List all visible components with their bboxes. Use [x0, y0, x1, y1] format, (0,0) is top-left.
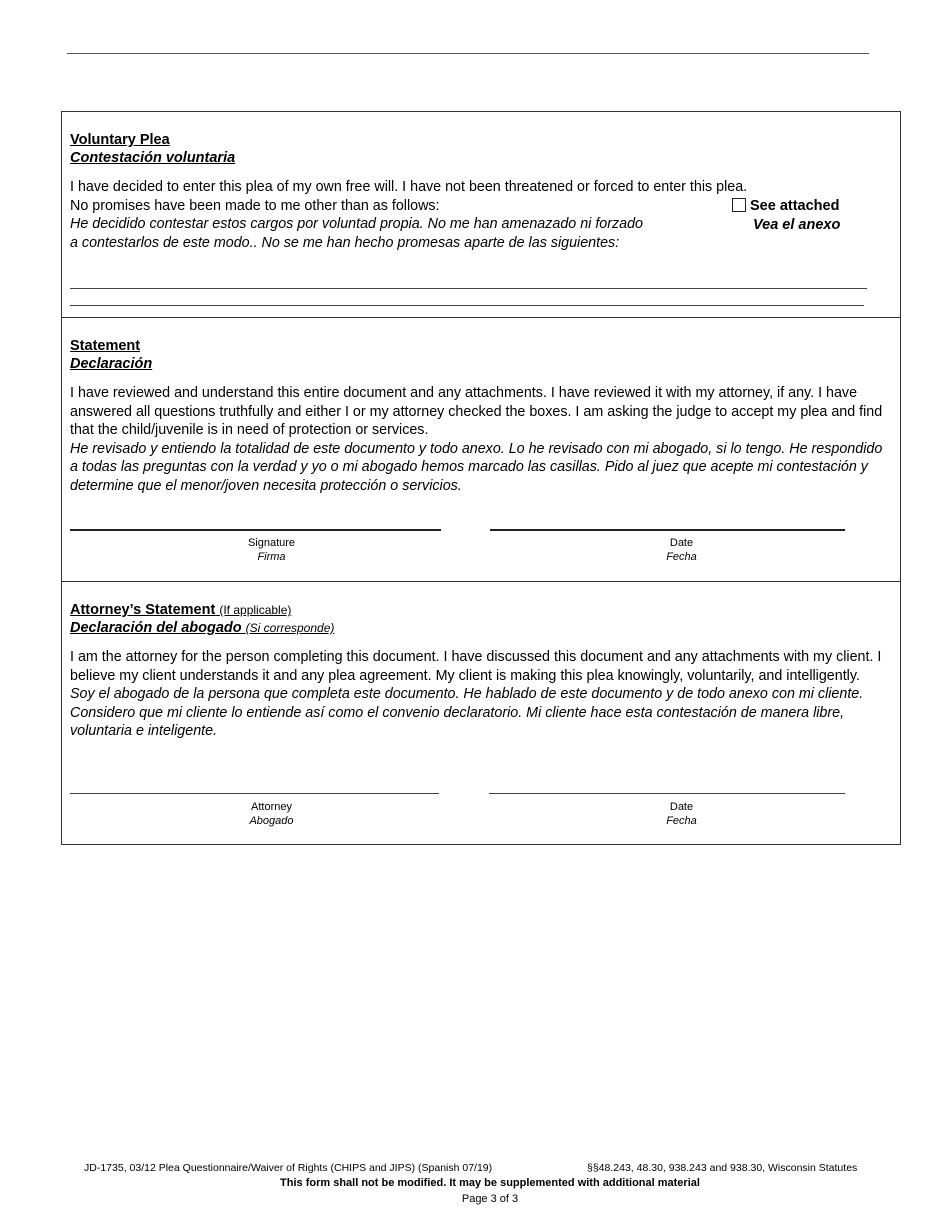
attorney-date-label: Date — [669, 801, 694, 813]
footer-notice: This form shall not be modified. It may be supplemented with additional material — [280, 1177, 700, 1189]
signature-caption — [70, 536, 473, 564]
attorney-signature-line[interactable] — [70, 793, 439, 794]
signature-label: Signature — [247, 537, 296, 549]
see-attached-checkbox[interactable] — [732, 198, 746, 212]
promises-line: No promises have been made to me other than as follows: — [70, 197, 440, 214]
statement-section — [62, 318, 900, 582]
footer-form-id: JD-1735, 03/12 Plea Questionnaire/Waiver of Rights (CHIPS and JIPS) (Spanish 07/19) — [84, 1162, 493, 1174]
statement-heading-es: Declaración — [70, 356, 153, 372]
attorney-statement-section — [62, 582, 900, 844]
see-attached-option[interactable] — [732, 197, 839, 215]
plea-statement-line: I have decided to enter this plea of my own free will. I have not been threatened or forced to enter this plea. — [70, 179, 748, 195]
statement-date-caption — [490, 536, 873, 564]
attorney-text-es: Soy el abogado de la persona que completa este documento. He hablado de este documento y de todo anexo con mi cliente. Considero que mi cliente lo entiende así como el convenio declaratorio. Mi cliente hace esta contestación de manera libre, voluntaria e inteligente. — [70, 686, 864, 739]
promises-answer-line-2[interactable] — [70, 305, 864, 306]
attorney-heading-row — [70, 601, 892, 619]
statement-heading: Statement — [70, 338, 141, 354]
plea-statement-es-line2: a contestarlos de este modo.. No se me han hecho promesas aparte de las siguientes: — [70, 234, 620, 251]
attorney-label: Attorney — [251, 801, 292, 813]
attorney-label-es: Abogado — [249, 815, 294, 827]
attorney-date-caption — [490, 800, 873, 828]
attorney-heading: Attorney’s Statement — [70, 602, 216, 618]
signature-label-es: Firma — [257, 551, 286, 563]
see-attached-label: See attached — [750, 198, 840, 214]
footer-statutes: §§48.243, 48.30, 938.243 and 938.30, Wisconsin Statutes — [587, 1162, 858, 1174]
promises-answer-line-1[interactable] — [70, 288, 867, 289]
attorney-text: I am the attorney for the person completing this document. I have discussed this document and any attachments with my client. I believe my client understands it and any plea agreement. My client is making this plea knowingly, voluntarily, and intelligently. — [70, 649, 882, 684]
page-number: Page 3 of 3 — [461, 1193, 519, 1205]
form-box — [61, 111, 901, 845]
signature-line[interactable] — [70, 529, 441, 531]
statement-date-label-es: Fecha — [666, 551, 697, 563]
see-attached-label-es: Vea el anexo — [753, 217, 841, 233]
statement-date-line[interactable] — [490, 529, 845, 531]
statement-text-es: He revisado y entiendo la totalidad de este documento y todo anexo. Lo he revisado con mi abogado, si lo tengo. He respondido a todas las preguntas con la verdad y yo o mi abogado hemos marcado las casillas. Pido al juez que acepte mi contestación y determine que el menor/joven necesita protección o servicios. — [70, 440, 883, 494]
statement-text: I have reviewed and understand this entire document and any attachments. I have reviewed it with my attorney, if any. I have answered all questions truthfully and either I or my attorney checked the boxes. I am asking the judge to accept my plea and find that the child/juvenile is in need of protection or services. — [70, 385, 883, 438]
attorney-note-es: (Si corresponde) — [245, 621, 335, 635]
statement-date-label: Date — [669, 537, 694, 549]
voluntary-plea-section — [62, 112, 900, 318]
attorney-date-label-es: Fecha — [666, 815, 697, 827]
attorney-heading-es-row — [70, 619, 892, 637]
voluntary-plea-heading-es: Contestación voluntaria — [70, 150, 236, 166]
top-rule — [67, 53, 869, 54]
voluntary-plea-heading: Voluntary Plea — [70, 132, 170, 148]
attorney-date-line[interactable] — [489, 793, 845, 794]
plea-statement-es-line1: He decidido contestar estos cargos por voluntad propia. No me han amenazado ni forzado — [70, 216, 644, 232]
attorney-caption — [70, 800, 473, 828]
attorney-note: (If applicable) — [219, 603, 292, 617]
attorney-heading-es: Declaración del abogado — [70, 620, 242, 636]
